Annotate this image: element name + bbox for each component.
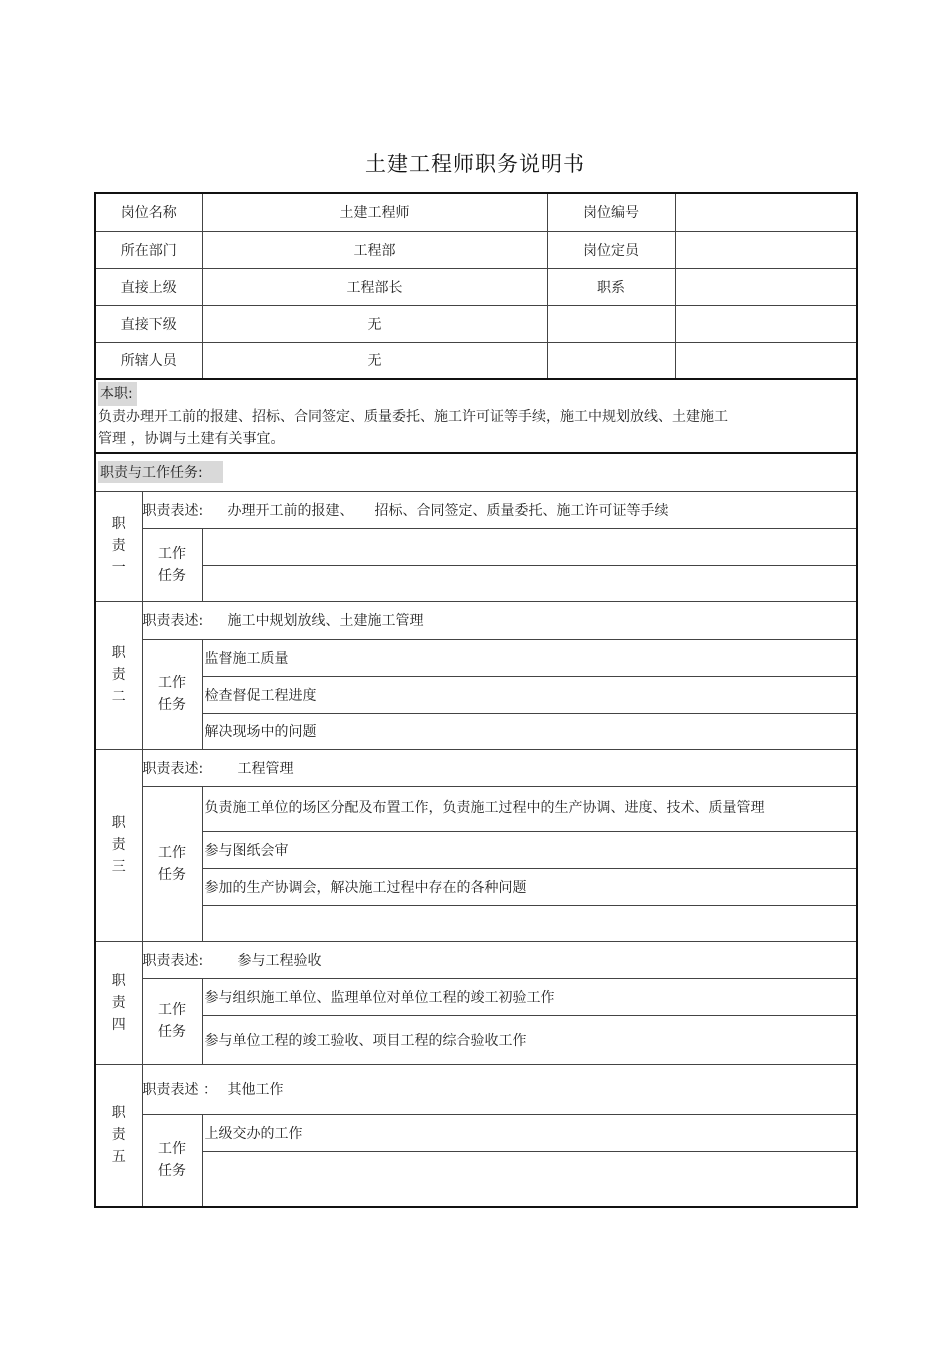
task-item: 上级交办的工作 bbox=[202, 1114, 857, 1151]
field-value bbox=[675, 193, 857, 231]
field-label bbox=[547, 305, 675, 342]
task-label: 工作 任务 bbox=[142, 978, 202, 1064]
basic-info-row bbox=[95, 268, 857, 305]
duty-name: 职 责 一 bbox=[95, 491, 142, 601]
task-row bbox=[95, 786, 857, 831]
task-row bbox=[95, 1015, 857, 1064]
task-row bbox=[95, 978, 857, 1015]
duty-desc: 职责表述: 施工中规划放线、土建施工管理 bbox=[142, 601, 857, 639]
field-label: 岗位名称 bbox=[95, 193, 202, 231]
duty-desc-row bbox=[95, 941, 857, 978]
task-row bbox=[95, 713, 857, 749]
task-item: 参与图纸会审 bbox=[202, 831, 857, 868]
task-row bbox=[95, 639, 857, 676]
task-label: 工作 任务 bbox=[142, 1114, 202, 1207]
field-value bbox=[675, 231, 857, 268]
field-label bbox=[547, 342, 675, 379]
task-item: 参与组织施工单位、监理单位对单位工程的竣工初验工作 bbox=[202, 978, 857, 1015]
task-label: 工作 任务 bbox=[142, 639, 202, 749]
task-row bbox=[95, 1114, 857, 1151]
task-row bbox=[95, 676, 857, 713]
duties-header-row bbox=[95, 453, 857, 491]
duties-header-cell bbox=[95, 453, 857, 491]
field-label: 所辖人员 bbox=[95, 342, 202, 379]
task-item bbox=[202, 905, 857, 941]
duty-desc-row bbox=[95, 601, 857, 639]
duty-name: 职 责 二 bbox=[95, 601, 142, 749]
task-row bbox=[95, 528, 857, 565]
scope-cell bbox=[95, 379, 857, 453]
duty-desc-row bbox=[95, 1064, 857, 1114]
task-row bbox=[95, 565, 857, 601]
job-description-table bbox=[94, 192, 858, 1208]
task-item: 监督施工质量 bbox=[202, 639, 857, 676]
scope-label: 本职: bbox=[98, 382, 137, 406]
task-item: 解决现场中的问题 bbox=[202, 713, 857, 749]
scope-row bbox=[95, 379, 857, 453]
task-item: 参与单位工程的竣工验收、项目工程的综合验收工作 bbox=[202, 1015, 857, 1064]
field-label: 直接下级 bbox=[95, 305, 202, 342]
task-item bbox=[202, 565, 857, 601]
task-row bbox=[95, 1151, 857, 1207]
field-value: 土建工程师 bbox=[202, 193, 547, 231]
job-description-sheet bbox=[94, 192, 856, 1208]
task-label: 工作 任务 bbox=[142, 528, 202, 601]
basic-info-row bbox=[95, 305, 857, 342]
field-value bbox=[675, 305, 857, 342]
duty-name: 职 责 五 bbox=[95, 1064, 142, 1207]
scope-line-2: 管理 ，协调与土建有关事宜。 bbox=[98, 431, 285, 447]
field-label: 直接上级 bbox=[95, 268, 202, 305]
duty-desc: 职责表述: 参与工程验收 bbox=[142, 941, 857, 978]
field-value: 工程部 bbox=[202, 231, 547, 268]
duty-name: 职 责 四 bbox=[95, 941, 142, 1064]
task-item: 检查督促工程进度 bbox=[202, 676, 857, 713]
field-label: 所在部门 bbox=[95, 231, 202, 268]
duty-desc: 职责表述: 办理开工前的报建、 招标、合同签定、质量委托、施工许可证等手续 bbox=[142, 491, 857, 528]
field-value: 无 bbox=[202, 342, 547, 379]
field-label: 职系 bbox=[547, 268, 675, 305]
task-item bbox=[202, 528, 857, 565]
basic-info-row bbox=[95, 342, 857, 379]
duty-desc-row bbox=[95, 491, 857, 528]
duties-header: 职责与工作任务: bbox=[98, 461, 223, 483]
basic-info-row bbox=[95, 231, 857, 268]
task-row bbox=[95, 905, 857, 941]
task-item: 负责施工单位的场区分配及布置工作，负责施工过程中的生产协调、进度、技术、质量管理 bbox=[202, 786, 857, 831]
field-value bbox=[675, 342, 857, 379]
field-label: 岗位编号 bbox=[547, 193, 675, 231]
page-title: 土建工程师职务说明书 bbox=[365, 152, 585, 176]
task-item: 参加的生产协调会，解决施工过程中存在的各种问题 bbox=[202, 868, 857, 905]
task-row bbox=[95, 831, 857, 868]
duty-name: 职 责 三 bbox=[95, 749, 142, 941]
scope-line-1: 负责办理开工前的报建、招标、合同签定、质量委托、施工许可证等手续，施工中规划放线、土建施工 bbox=[98, 409, 728, 425]
duty-desc: 职责表述 ： 其他工作 bbox=[142, 1064, 857, 1114]
duty-desc-row bbox=[95, 749, 857, 786]
task-label: 工作 任务 bbox=[142, 786, 202, 941]
task-item bbox=[202, 1151, 857, 1207]
basic-info-row bbox=[95, 193, 857, 231]
duty-desc: 职责表述: 工程管理 bbox=[142, 749, 857, 786]
task-row bbox=[95, 868, 857, 905]
field-label: 岗位定员 bbox=[547, 231, 675, 268]
field-value bbox=[675, 268, 857, 305]
field-value: 工程部长 bbox=[202, 268, 547, 305]
field-value: 无 bbox=[202, 305, 547, 342]
